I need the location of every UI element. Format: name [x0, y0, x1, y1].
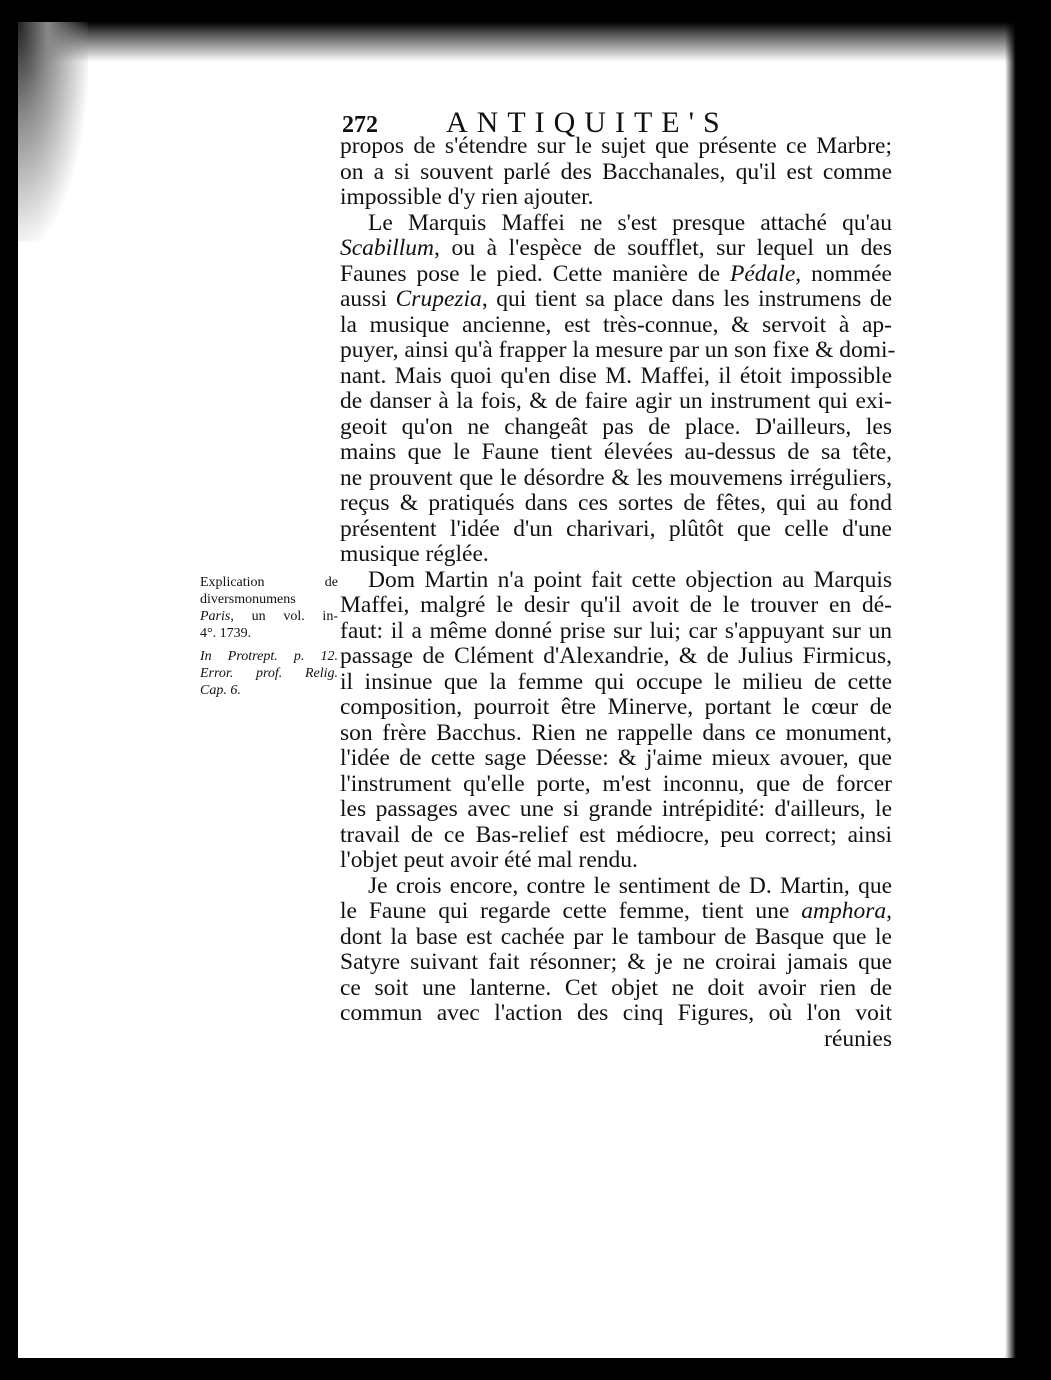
margin-note-line: In Protrept. p. 12.: [200, 649, 338, 664]
text-line: l'objet peut avoir été mal rendu.: [340, 847, 638, 873]
text-line: les passages avec une si grande intrépidité: d'ailleurs, le: [340, 796, 892, 822]
text-line: de danser à la fois, & de faire agir un instrument qui exi-: [340, 388, 892, 414]
text-line: reçus & pratiqués dans ces sortes de fêtes, qui au fond: [340, 490, 892, 516]
text-line: commun avec l'action des cinq Figures, où l'on voit: [340, 1000, 892, 1026]
running-head: ANTIQUITE'S: [446, 106, 729, 139]
text-line: impossible d'y rien ajouter.: [340, 184, 594, 210]
text-line: faut: il a même donné prise sur lui; car s'appuyant sur un: [340, 617, 892, 644]
text-line: propos de s'étendre sur le sujet que présente ce Marbre;: [340, 133, 892, 159]
text-line: présentent l'idée d'un charivari, plûtôt que celle d'une: [340, 515, 892, 542]
text-line: Maffei, malgré le desir qu'il avoit de le trouver en dé-: [340, 592, 892, 618]
text-line: Le Marquis Maffei ne s'est presque attaché qu'au: [368, 209, 892, 236]
margin-notes: [200, 574, 338, 699]
text-line: la musique ancienne, est très-connue, & servoit à ap-: [340, 311, 892, 338]
text-line: nant. Mais quoi qu'en dise M. Maffei, il étoit impossible: [340, 362, 892, 389]
text-line: ce soit une lanterne. Cet objet ne doit avoir rien de: [340, 974, 892, 1001]
text-line: passage de Clément d'Alexandrie, & de Julius Firmicus,: [340, 643, 892, 669]
text-line: Dom Martin n'a point fait cette objection au Marquis: [368, 566, 892, 593]
main-text: [340, 133, 896, 1052]
text-line: travail de ce Bas-relief est médiocre, peu correct; ainsi: [340, 821, 892, 848]
text-line: l'instrument qu'elle porte, m'est inconnu, que de forcer: [340, 770, 892, 797]
scan-edge-top: [18, 22, 1023, 62]
text-line: son frère Bacchus. Rien ne rappelle dans ce monument,: [340, 719, 892, 746]
text-line: l'idée de cette sage Déesse: & j'aime mieux avouer, que: [340, 745, 892, 771]
text-line: Faunes pose le pied. Cette manière de Pédale, nommée: [340, 260, 892, 287]
margin-note-line: Explication de: [200, 575, 338, 590]
margin-note-line: 4°. 1739.: [200, 626, 252, 641]
text-line: il insinue que la femme qui occupe le milieu de cette: [340, 668, 892, 695]
text-line: Satyre suivant fait résonner; & je ne croirai jamais que: [340, 949, 892, 975]
text-line: geoit qu'on ne changeât pas de place. D'ailleurs, les: [340, 413, 892, 440]
text-line: on a si souvent parlé des Bacchanales, qu'il est comme: [340, 158, 892, 185]
scan-edge-right: [1005, 22, 1023, 1358]
text-line: puyer, ainsi qu'à frapper la mesure par un son fixe & domi-: [340, 337, 896, 363]
text-line: musique réglée.: [340, 541, 489, 567]
catchword: réunies: [824, 1025, 892, 1052]
text-line: ne prouvent que le désordre & les mouvemens irréguliers,: [340, 464, 892, 491]
text-line: dont la base est cachée par le tambour de Basque que le: [340, 923, 892, 950]
page-number: 272: [342, 112, 378, 138]
text-line: mains que le Faune tient élevées au-dessus de sa tête,: [340, 439, 892, 465]
margin-note-line: diversmonumens: [200, 592, 296, 607]
text-line: Je crois encore, contre le sentiment de D. Martin, que: [368, 872, 892, 899]
margin-note-line: Error. prof. Relig.: [200, 666, 338, 681]
scan-edge-left: [18, 22, 88, 242]
text-line: Scabillum, ou à l'espèce de soufflet, sur lequel un des: [340, 235, 892, 261]
margin-note-line: Paris, un vol. in-: [200, 609, 338, 624]
text-line: composition, pourroit être Minerve, portant le cœur de: [340, 694, 892, 720]
text-line: aussi Crupezia, qui tient sa place dans les instrumens de: [340, 286, 893, 312]
text-line: le Faune qui regarde cette femme, tient une amphora,: [340, 898, 892, 924]
margin-note-line: Cap. 6.: [200, 683, 241, 698]
